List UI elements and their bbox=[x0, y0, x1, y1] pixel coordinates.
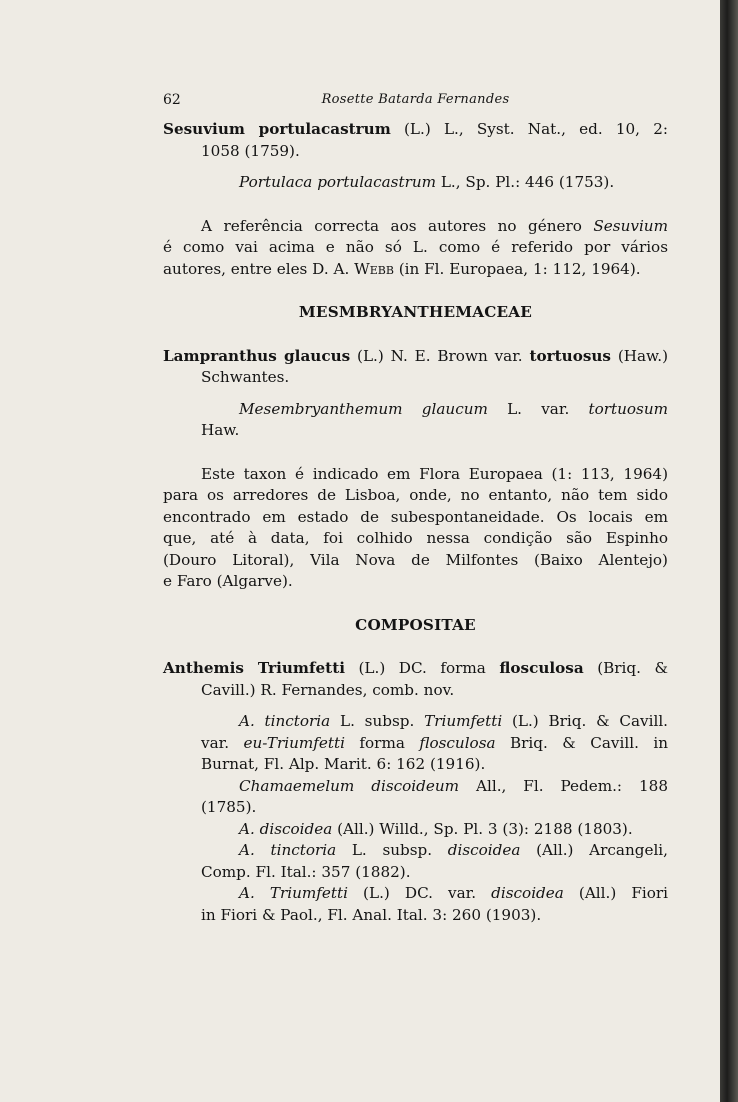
text-run: (Douro Litoral), Vila Nova de Milfontes (Baixo Alentejo) bbox=[163, 550, 668, 569]
text-run: é como vai acima e não só L. como é referido por vários bbox=[163, 238, 668, 256]
page-edge bbox=[720, 0, 738, 1102]
section-heading bbox=[163, 615, 668, 637]
text-run: var. bbox=[201, 733, 244, 752]
taxon-name-italic: Portulaca portulacastrum bbox=[239, 173, 437, 191]
text-line bbox=[163, 528, 668, 550]
text-run: Schwantes. bbox=[201, 368, 290, 386]
taxon-name-italic: A. tinctoria bbox=[239, 841, 337, 859]
text-run: A referência correcta aos autores no género bbox=[201, 216, 594, 235]
text-line bbox=[163, 711, 668, 733]
page-number: 62 bbox=[163, 92, 181, 108]
text-run: 1058 (1759). bbox=[201, 141, 300, 160]
taxon-name-bold: tortuosus bbox=[529, 346, 611, 365]
taxon-name-bold: Lampranthus glaucus bbox=[163, 346, 351, 365]
text-line bbox=[163, 367, 668, 389]
text-run: Haw. bbox=[201, 421, 240, 439]
text-line bbox=[163, 420, 668, 442]
text-line bbox=[163, 883, 668, 905]
text-line bbox=[163, 507, 668, 529]
text-line bbox=[163, 464, 668, 486]
text-line bbox=[163, 399, 668, 421]
text-line bbox=[163, 905, 668, 927]
text-run: (Haw.) bbox=[610, 346, 668, 365]
taxon-name-italic: A. tinctoria bbox=[239, 712, 331, 730]
text-run: L., Sp. Pl.: 446 (1753). bbox=[436, 173, 615, 191]
taxon-name-bold: Sesuvium portulacastrum bbox=[163, 120, 391, 138]
page-header bbox=[163, 92, 668, 112]
text-run: Briq. & Cavill. in bbox=[495, 733, 668, 752]
text-run: autores, entre eles D. A. bbox=[163, 259, 355, 278]
taxon-name-italic: Chamaemelum discoideum bbox=[239, 776, 460, 795]
text-run: Cavill.) R. Fernandes, comb. nov. bbox=[201, 680, 455, 699]
text-line bbox=[163, 840, 668, 862]
taxon-name-italic: Mesembryanthemum glaucum bbox=[239, 399, 488, 418]
text-line bbox=[163, 797, 668, 819]
running-title: Rosette Batarda Fernandes bbox=[321, 92, 510, 107]
taxon-name-italic: eu-Triumfetti bbox=[243, 733, 345, 752]
text-line bbox=[163, 216, 668, 238]
text-line bbox=[163, 237, 668, 259]
text-run: (All.) Fiori bbox=[563, 884, 668, 902]
text-line bbox=[163, 776, 668, 798]
text-run: (in Fl. Europaea, 1: 112, 1964). bbox=[393, 259, 641, 278]
text-run: (L.) L., Syst. Nat., ed. 10, 2: bbox=[390, 120, 668, 138]
text-line bbox=[163, 119, 668, 141]
text-line bbox=[163, 754, 668, 776]
text-line bbox=[163, 862, 668, 884]
text-run: Este taxon é indicado em Flora Europaea (1: 113, 1964) bbox=[201, 464, 668, 483]
text-line bbox=[163, 141, 668, 163]
text-line bbox=[163, 733, 668, 755]
page-body bbox=[163, 119, 668, 926]
taxon-name-italic: A. discoidea bbox=[239, 819, 333, 838]
text-run: encontrado em estado de subespontaneidade. Os locais em bbox=[163, 507, 668, 526]
taxon-name-bold: Anthemis Triumfetti bbox=[163, 659, 345, 677]
text-line bbox=[163, 658, 668, 680]
text-run: (1785). bbox=[201, 798, 257, 816]
taxon-name-italic: discoidea bbox=[491, 884, 564, 902]
text-line bbox=[163, 819, 668, 841]
text-run: Burnat, Fl. Alp. Marit. 6: 162 (1916). bbox=[201, 755, 486, 773]
text-run: que, até à data, foi colhido nessa condição são Espinho bbox=[163, 529, 668, 547]
taxon-name-italic: flosculosa bbox=[419, 733, 496, 752]
text-run: (L.) DC. forma bbox=[344, 659, 500, 677]
text-line bbox=[163, 346, 668, 368]
taxon-name-italic: discoidea bbox=[447, 841, 521, 859]
text-run: (All.) Willd., Sp. Pl. 3 (3): 2188 (1803). bbox=[332, 819, 633, 838]
taxon-name-italic: Triumfetti bbox=[424, 712, 503, 730]
text-run: MESMBRYANTHEMACEAE bbox=[298, 303, 533, 321]
text-run: forma bbox=[344, 733, 420, 752]
text-run: All., Fl. Pedem.: 188 bbox=[459, 776, 668, 795]
text-run: para os arredores de Lisboa, onde, no entanto, não tem sido bbox=[163, 486, 668, 504]
text-line bbox=[163, 571, 668, 593]
text-run: L. subsp. bbox=[336, 841, 448, 859]
text-run: e Faro (Algarve). bbox=[163, 572, 293, 590]
section-heading bbox=[163, 302, 668, 324]
text-run: (Briq. & bbox=[583, 659, 668, 677]
text-run: L. subsp. bbox=[330, 712, 425, 730]
text-line bbox=[163, 550, 668, 572]
text-run: (L.) DC. var. bbox=[347, 884, 492, 902]
text-line bbox=[163, 259, 668, 281]
text-run: (L.) N. E. Brown var. bbox=[350, 346, 530, 365]
text-run: (All.) Arcangeli, bbox=[520, 841, 668, 859]
text-run: L. var. bbox=[487, 399, 589, 418]
text-run: COMPOSITAE bbox=[355, 615, 476, 634]
text-line bbox=[163, 172, 668, 194]
taxon-name-italic: A. Triumfetti bbox=[239, 884, 348, 902]
taxon-name-bold: flosculosa bbox=[499, 659, 584, 677]
text-line bbox=[163, 680, 668, 702]
text-run: Webb bbox=[354, 259, 394, 278]
text-line bbox=[163, 485, 668, 507]
text-run: Comp. Fl. Ital.: 357 (1882). bbox=[201, 862, 411, 881]
text-run: in Fiori & Paol., Fl. Anal. Ital. 3: 260 (1903). bbox=[201, 905, 542, 924]
taxon-name-italic: Sesuvium bbox=[593, 216, 668, 235]
text-run: (L.) Briq. & Cavill. bbox=[502, 712, 668, 730]
taxon-name-italic: tortuosum bbox=[588, 399, 668, 418]
